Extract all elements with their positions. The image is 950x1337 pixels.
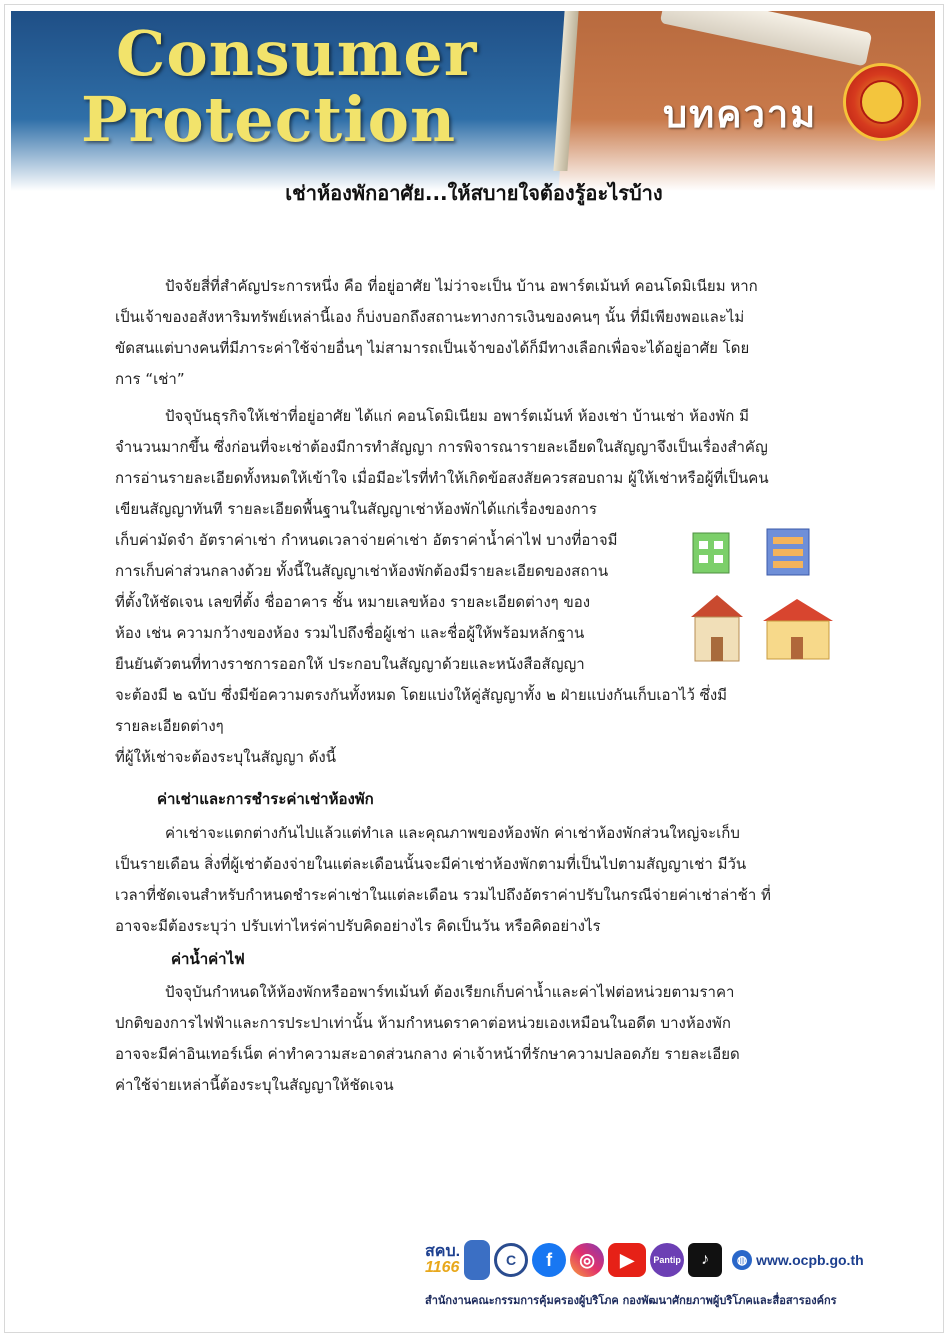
text-line: ปัจจัยสี่ที่สำคัญประการหนึ่ง คือ ที่อยู่อาศัย ไม่ว่าจะเป็น บ้าน อพาร์ตเม้นท์ คอนโดมิเนียม หาก <box>165 277 758 295</box>
text-line: ห้อง เช่น ความกว้างของห้อง รวมไปถึงชื่อผู้เช่า และชื่อผู้ให้พร้อมหลักฐาน <box>115 624 585 642</box>
text-line: ปัจจุบันธุรกิจให้เช่าที่อยู่อาศัย ได้แก่ คอนโดมิเนียม อพาร์ตเม้นท์ ห้องเช่า บ้านเช่า ห้องพัก มี <box>165 407 750 425</box>
text-line: เวลาที่ชัดเจนสำหรับกำหนดชำระค่าเช่าในแต่ละเดือน รวมไปถึงอัตราค่าปรับในกรณีจ่ายค่าเช่าล่าช้า ที่ <box>115 886 771 904</box>
emblem-center <box>860 80 904 124</box>
paragraph-1 <box>115 271 841 395</box>
pantip-icon[interactable]: Pantip <box>650 1243 684 1277</box>
section-heading-utilities: ค่าน้ำค่าไฟ <box>171 950 245 968</box>
footer-social-bar <box>425 1237 925 1283</box>
text-line: เป็นเจ้าของอสังหาริมทรัพย์เหล่านี้เอง ก็บ่งบอกถึงสถานะทางการเงินของคนๆ นั้น ที่มีเพียงพอและไม่ <box>115 308 745 326</box>
text-line: ที่ตั้งให้ชัดเจน เลขที่ตั้ง ชื่ออาคาร ชั้น หมายเลขห้อง รายละเอียดต่างๆ ของ <box>115 593 591 611</box>
hotline-label: สคบ. <box>425 1243 461 1260</box>
house-red-roof-icon <box>763 599 833 659</box>
text-line: การ “เช่า” <box>115 370 185 388</box>
text-line: เก็บค่ามัดจำ อัตราค่าเช่า กำหนดเวลาจ่ายค่าเช่า อัตราค่าน้ำค่าไฟ บางที่อาจมี <box>115 531 618 549</box>
paragraph-2 <box>115 401 841 494</box>
facebook-icon[interactable]: f <box>532 1243 566 1277</box>
text-line: ค่าเช่าจะแตกต่างกันไปแล้วแต่ทำเล และคุณภาพของห้องพัก ค่าเช่าห้องพักส่วนใหญ่จะเก็บ <box>165 824 740 842</box>
text-line: การอ่านรายละเอียดทั้งหมดให้เข้าใจ เมื่อมีอะไรที่ทำให้เกิดข้อสงสัยควรสอบถาม ผู้ให้เช่าหรือผู้ที่เป็นคน <box>115 469 769 487</box>
text-line: เป็นรายเดือน สิ่งที่ผู้เช่าต้องจ่ายในแต่ละเดือนนั้นจะมีค่าเช่าห้องพักตามที่เป็นไปตามสัญญาเช่า มีวัน <box>115 855 747 873</box>
globe-icon: ◍ <box>732 1250 752 1270</box>
paragraph-2-continued <box>115 680 841 773</box>
text-line: การเก็บค่าส่วนกลางด้วย ทั้งนี้ในสัญญาเช่าห้องพักต้องมีรายละเอียดของสถาน <box>115 562 609 580</box>
tiktok-icon[interactable]: ♪ <box>688 1243 722 1277</box>
instagram-icon[interactable]: ◎ <box>570 1243 604 1277</box>
ocpb-logo-icon[interactable]: C <box>494 1243 528 1277</box>
section-utilities-body <box>115 977 841 1101</box>
text-line: ขัดสนแต่บางคนที่มีภาระค่าใช้จ่ายอื่นๆ ไม่สามารถเป็นเจ้าของได้ก็มีทางเลือกเพื่อจะได้อยู่อาศัย โดย <box>115 339 750 357</box>
text-line: อาจจะมีต้องระบุว่า ปรับเท่าไหร่ค่าปรับคิดอย่างไร คิดเป็นวัน หรือคิดอย่างไร <box>115 917 601 935</box>
paragraph-2-wrapped <box>115 494 671 680</box>
text-line: ค่าใช้จ่ายเหล่านี้ต้องระบุในสัญญาให้ชัดเจน <box>115 1076 394 1094</box>
pen-image <box>660 11 872 66</box>
header-banner <box>11 11 935 191</box>
hotline-number: 1166 <box>425 1259 460 1276</box>
text-line: ปกติของการไฟฟ้าและการประปาเท่านั้น ห้ามกำหนดราคาต่อหน่วยเองเหมือนในอดีต บางห้องพัก <box>115 1014 732 1032</box>
footer-organization: สำนักงานคณะกรรมการคุ้มครองผู้บริโภค กองพัฒนาศักยภาพผู้บริโภคและสื่อสารองค์กร <box>425 1294 837 1307</box>
section-rent-body <box>115 818 841 942</box>
ocpb-emblem-icon <box>843 63 921 141</box>
text-line: รายละเอียดต่างๆ <box>115 717 224 735</box>
banner-title-line-2: Protection <box>81 83 457 156</box>
text-line: เขียนสัญญาทันที รายละเอียดพื้นฐานในสัญญาเช่าห้องพักได้แก่เรื่องของการ <box>115 500 597 518</box>
mascot-icon <box>464 1240 490 1280</box>
website-url: www.ocpb.go.th <box>756 1252 864 1268</box>
building-green-icon <box>693 533 729 573</box>
website-link[interactable] <box>726 1246 870 1274</box>
text-line: ปัจจุบันกำหนดให้ห้องพักหรืออพาร์ทเม้นท์ ต้องเรียกเก็บค่าน้ำและค่าไฟต่อหน่วยตามราคา <box>165 983 735 1001</box>
youtube-icon[interactable]: ▶ <box>608 1243 646 1277</box>
houses-illustration <box>687 525 837 665</box>
building-blue-icon <box>767 529 809 575</box>
section-label: บทความ <box>663 92 818 136</box>
section-heading-rent: ค่าเช่าและการชำระค่าเช่าห้องพัก <box>157 790 374 808</box>
banner-title-line-1: Consumer <box>116 17 478 90</box>
article-title: เช่าห้องพักอาศัย...ให้สบายใจต้องรู้อะไรบ้าง <box>285 181 663 205</box>
text-line: จำนวนมากขึ้น ซึ่งก่อนที่จะเช่าต้องมีการทำสัญญา การพิจารณารายละเอียดในสัญญาจึงเป็นเรื่องสำคัญ <box>115 438 768 456</box>
text-line: ที่ผู้ให้เช่าจะต้องระบุในสัญญา ดังนี้ <box>115 748 336 766</box>
text-line: จะต้องมี ๒ ฉบับ ซึ่งมีข้อความตรงกันทั้งหมด โดยแบ่งให้คู่สัญญาทั้ง ๒ ฝ่ายแบ่งกันเก็บเอาไว้ ซึ่งมี <box>115 686 728 704</box>
house-brick-icon <box>691 595 743 661</box>
document-page <box>4 4 944 1333</box>
text-line: ยืนยันตัวตนที่ทางราชการออกให้ ประกอบในสัญญาด้วยและหนังสือสัญญา <box>115 655 585 673</box>
text-line: อาจจะมีค่าอินเทอร์เน็ต ค่าทำความสะอาดส่วนกลาง ค่าเจ้าหน้าที่รักษาความปลอดภัย รายละเอียด <box>115 1045 740 1063</box>
hotline-badge <box>425 1244 460 1276</box>
